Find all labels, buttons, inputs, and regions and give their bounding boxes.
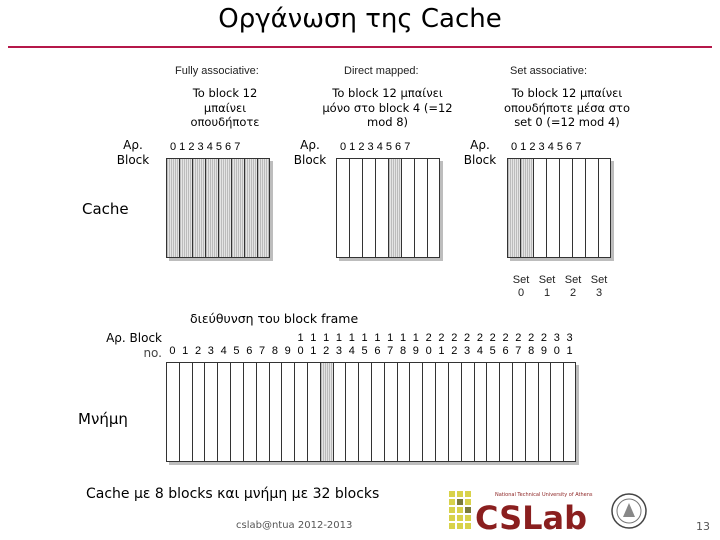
memory-block-8 <box>269 362 282 462</box>
memory-block-30 <box>550 362 563 462</box>
memory-digit: 1 <box>566 345 573 357</box>
direct-mapped-header: Direct mapped: <box>344 65 419 77</box>
cache-block-0 <box>336 158 349 258</box>
memory-digit: 1 <box>399 332 407 344</box>
cache-block-7 <box>598 158 611 258</box>
cache-block-5 <box>231 158 244 258</box>
svg-text:National Technical University: National Technical University of Athens <box>495 492 593 498</box>
memory-digit: 5 <box>489 345 496 357</box>
memory-digit: 1 <box>323 332 330 344</box>
memory-block-2 <box>192 362 205 462</box>
memory-digit: 2 <box>528 332 535 344</box>
set-label-1: Set 1 <box>538 274 556 299</box>
cache-block-4 <box>559 158 572 258</box>
cache-block-0 <box>507 158 520 258</box>
memory-digit: 0 <box>553 345 560 357</box>
cache-block-6 <box>414 158 427 258</box>
fully-block-numbers: 0 1 2 3 4 5 6 7 <box>170 141 241 153</box>
fully-associative-note: To block 12 μπαίνει οπουδήποτε <box>190 86 260 129</box>
memory-block-13 <box>333 362 346 462</box>
fully-associative-cache <box>166 158 270 258</box>
memory-digit: 4 <box>348 345 355 357</box>
memory-digit: 1 <box>182 345 189 357</box>
cache-block-1 <box>349 158 362 258</box>
memory-block-10 <box>294 362 307 462</box>
memory-block-17 <box>384 362 397 462</box>
memory-digit: 1 <box>374 332 381 344</box>
memory-digit: 2 <box>476 332 483 344</box>
cache-block-2 <box>192 158 205 258</box>
memory-digit: 2 <box>451 332 458 344</box>
memory-digit: 6 <box>502 345 509 357</box>
memory-digit: 4 <box>476 345 483 357</box>
direct-mapped-note: To block 12 μπαίνει μόνο στο block 4 (=12 mod 8) <box>322 86 453 129</box>
memory-digit: 7 <box>387 345 394 357</box>
cache-block-1 <box>179 158 192 258</box>
set-label-2: Set 2 <box>564 274 582 299</box>
memory-digit: 3 <box>207 345 214 357</box>
memory-block-9 <box>281 362 294 462</box>
cache-block-2 <box>362 158 375 258</box>
memory-digit: 2 <box>425 332 432 344</box>
memory-digit: 2 <box>464 332 471 344</box>
memory-block-19 <box>409 362 422 462</box>
cache-block-1 <box>520 158 533 258</box>
memory-digit: 8 <box>528 345 535 357</box>
memory-digit: 2 <box>194 345 202 357</box>
memory-digit: 3 <box>566 332 573 344</box>
cache-block-4 <box>218 158 231 258</box>
memory-digit: 1 <box>297 332 304 344</box>
memory-label: Μνήμη <box>78 410 128 428</box>
memory-digit: 5 <box>233 345 240 357</box>
memory-block-15 <box>358 362 371 462</box>
memory-block-25 <box>486 362 499 462</box>
cache-block-5 <box>401 158 414 258</box>
memory-block-26 <box>499 362 512 462</box>
memory-block-number-label: Αρ. Block no. <box>106 331 162 360</box>
memory-digit: 1 <box>412 332 419 344</box>
cache-label: Cache <box>82 200 129 218</box>
slide-title: Οργάνωση της Cache <box>218 4 502 34</box>
memory-blocks <box>166 362 576 462</box>
memory-block-18 <box>397 362 410 462</box>
cache-block-3 <box>546 158 559 258</box>
memory-digit: 3 <box>464 345 471 357</box>
cache-block-3 <box>205 158 218 258</box>
memory-digit: 4 <box>220 345 227 357</box>
memory-digit: 1 <box>387 332 394 344</box>
set-associative-cache <box>507 158 611 258</box>
cache-block-7 <box>427 158 440 258</box>
cache-block-3 <box>375 158 388 258</box>
memory-block-7 <box>256 362 269 462</box>
memory-digit: 0 <box>169 345 176 357</box>
direct-block-numbers: 0 1 2 3 4 5 6 7 <box>340 141 411 153</box>
memory-block-29 <box>538 362 551 462</box>
memory-digit: 2 <box>515 332 522 344</box>
memory-block-20 <box>422 362 435 462</box>
set-associative-header: Set associative: <box>510 65 588 77</box>
title-underline <box>8 46 712 48</box>
memory-digit: 2 <box>451 345 458 357</box>
memory-block-14 <box>345 362 358 462</box>
memory-digit: 1 <box>348 332 355 344</box>
memory-digit: 3 <box>553 332 560 344</box>
memory-block-1 <box>179 362 192 462</box>
memory-digit: 1 <box>361 332 368 344</box>
page-number: 13 <box>696 520 710 533</box>
memory-digit: 0 <box>297 345 304 357</box>
memory-digit: 2 <box>502 332 509 344</box>
memory-digit: 8 <box>399 345 407 357</box>
memory-digit: 7 <box>515 345 522 357</box>
set-label-0: Set 0 <box>512 274 530 299</box>
memory-digit: 3 <box>335 345 343 357</box>
memory-block-31 <box>563 362 576 462</box>
memory-block-24 <box>474 362 487 462</box>
memory-block-22 <box>448 362 461 462</box>
memory-digit: 1 <box>438 345 445 357</box>
memory-block-0 <box>166 362 179 462</box>
memory-block-23 <box>461 362 474 462</box>
memory-digit: 1 <box>310 332 317 344</box>
memory-block-3 <box>204 362 217 462</box>
memory-digit: 1 <box>335 332 343 344</box>
cache-block-0 <box>166 158 179 258</box>
caption: Cache με 8 blocks και μνήμη με 32 blocks <box>86 486 380 502</box>
memory-digit: 9 <box>284 345 291 357</box>
cache-block-6 <box>585 158 598 258</box>
memory-digit: 2 <box>323 345 330 357</box>
memory-digit: 9 <box>540 345 548 357</box>
memory-digit: 7 <box>259 345 266 357</box>
fully-associative-header: Fully associative: <box>175 65 259 77</box>
memory-digit: 2 <box>540 332 548 344</box>
memory-digit: 6 <box>246 345 253 357</box>
memory-digit: 9 <box>412 345 419 357</box>
memory-block-28 <box>525 362 538 462</box>
cache-block-6 <box>244 158 257 258</box>
cache-block-7 <box>257 158 270 258</box>
set-associative-note: To block 12 μπαίνει οπουδήποτε μέσα στο set 0 (=12 mod 4) <box>503 86 631 129</box>
cache-block-5 <box>572 158 585 258</box>
cache-block-2 <box>533 158 546 258</box>
memory-digit: 2 <box>489 332 496 344</box>
memory-block-11 <box>307 362 320 462</box>
memory-block-4 <box>217 362 230 462</box>
memory-digit: 0 <box>425 345 432 357</box>
memory-digit: 8 <box>271 345 278 357</box>
set-block-label: Αρ. Block <box>463 138 497 167</box>
set-label-3: Set 3 <box>590 274 608 299</box>
fully-block-label: Αρ. Block <box>116 138 150 167</box>
memory-digit: 2 <box>438 332 445 344</box>
footer-text: cslab@ntua 2012-2013 <box>236 520 353 531</box>
memory-block-16 <box>371 362 384 462</box>
memory-block-6 <box>243 362 256 462</box>
memory-block-5 <box>230 362 243 462</box>
direct-mapped-cache <box>336 158 440 258</box>
block-frame-address-label: διεύθυνση του block frame <box>190 311 359 326</box>
memory-digit: 5 <box>361 345 368 357</box>
memory-block-27 <box>512 362 525 462</box>
cache-block-4 <box>388 158 401 258</box>
svg-text:CSLab: CSLab <box>475 499 588 535</box>
memory-block-12 <box>320 362 333 462</box>
set-block-numbers: 0 1 2 3 4 5 6 7 <box>511 141 582 153</box>
cslab-logo <box>447 487 647 539</box>
direct-block-label: Αρ. Block <box>293 138 327 167</box>
memory-digit: 1 <box>310 345 317 357</box>
memory-digit: 6 <box>374 345 381 357</box>
memory-block-21 <box>435 362 448 462</box>
